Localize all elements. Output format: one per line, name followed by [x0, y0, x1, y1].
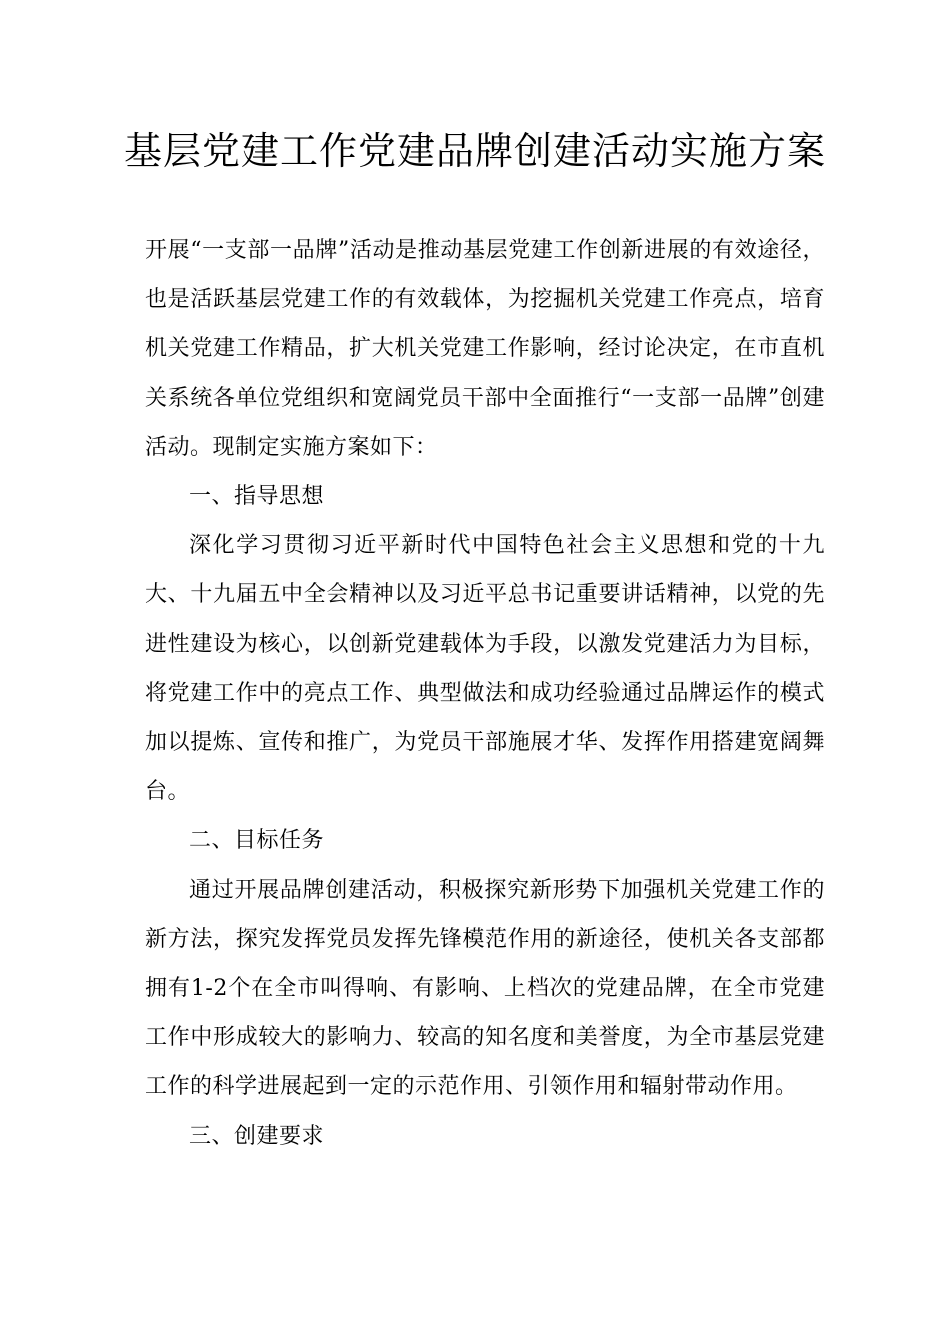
section-heading-guiding-ideology: 一、指导思想 [189, 484, 325, 510]
document-body [145, 226, 825, 1161]
section-heading-creation-requirements: 三、创建要求 [189, 1123, 325, 1149]
document-title: 基层党建工作党建品牌创建活动实施方案 [123, 129, 826, 173]
guiding-ideology-paragraph: 深化学习贯彻习近平新时代中国特色社会主义思想和党的十九大、十九届五中全会精神以及习近平总书记重要讲话精神，以党的先进性建设为核心，以创新党建载体为手段，以激发党建活力为目标，将党建工作中的亮点工作、典型做法和成功经验通过品牌运作的模式加以提炼、宣传和推广，为党员干部施展才华、发挥作用搭建宽阔舞台。 [145, 533, 825, 805]
goals-tasks-paragraph: 通过开展品牌创建活动，积极探究新形势下加强机关党建工作的新方法，探究发挥党员发挥先锋模范作用的新途径，使机关各支部都拥有1-2个在全市叫得响、有影响、上档次的党建品牌，在全市党建工作中形成较大的影响力、较高的知名度和美誉度，为全市基层党建工作的科学进展起到一定的示范作用、引领作用和辐射带动作用。 [145, 877, 825, 1100]
section-heading-goals-tasks: 二、目标任务 [189, 828, 325, 854]
intro-paragraph: 开展“一支部一品牌”活动是推动基层党建工作创新进展的有效途径，也是活跃基层党建工作的有效载体，为挖掘机关党建工作亮点，培育机关党建工作精品，扩大机关党建工作影响，经讨论决定，在市直机关系统各单位党组织和宽阔党员干部中全面推行“一支部一品牌”创建活动。现制定实施方案如下： [145, 238, 825, 460]
